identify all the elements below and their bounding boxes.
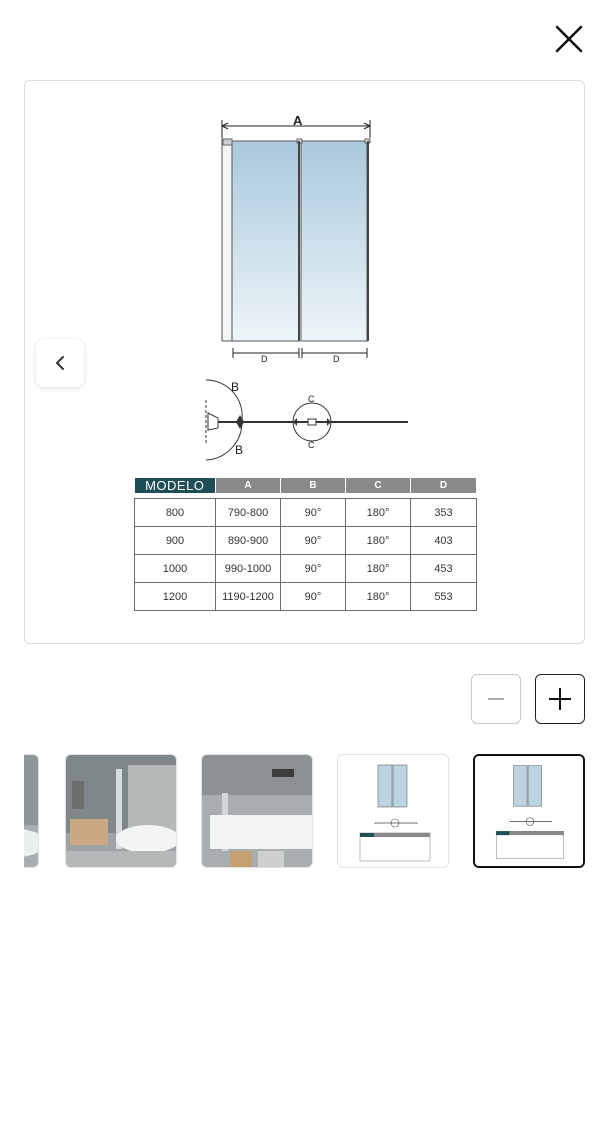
cell-b: 90°: [281, 583, 346, 611]
diagram-image: [475, 756, 583, 866]
dimension-label-c-top: C: [308, 394, 315, 404]
cell-d: 403: [411, 527, 477, 555]
cell-a: 990-1000: [216, 555, 281, 583]
dimension-label-d-right: D: [333, 354, 340, 364]
bathroom-image: [24, 755, 39, 868]
header-d: D: [411, 478, 477, 493]
minus-icon: [485, 688, 507, 710]
diagram-image: [338, 755, 449, 868]
table-row: [135, 583, 477, 611]
close-button[interactable]: [550, 20, 588, 58]
dimension-label-d-left: D: [261, 354, 268, 364]
cell-c: 180°: [346, 527, 411, 555]
table-row: [135, 499, 477, 527]
cell-d: 453: [411, 555, 477, 583]
cell-d: 553: [411, 583, 477, 611]
dimension-label-b-top: B: [231, 380, 240, 394]
table-row: [135, 527, 477, 555]
close-icon: [550, 20, 588, 58]
cell-modelo: 900: [135, 527, 216, 555]
dimension-label-b-bottom: B: [235, 443, 244, 457]
cell-a: 890-900: [216, 527, 281, 555]
zoom-in-button[interactable]: [535, 674, 585, 724]
table-header-row: [135, 478, 477, 493]
table-row: [135, 555, 477, 583]
cell-a: 1190-1200: [216, 583, 281, 611]
chevron-left-icon: [53, 354, 67, 372]
zoom-out-button[interactable]: [471, 674, 521, 724]
shower-screen-diagram: [196, 110, 416, 470]
thumbnail-bathroom-partial[interactable]: [24, 754, 39, 868]
thumbnail-strip: [24, 753, 586, 869]
header-c: C: [346, 478, 411, 493]
thumbnail-diagram[interactable]: [337, 754, 449, 868]
thumbnail-bathtub[interactable]: [201, 754, 313, 868]
cell-c: 180°: [346, 583, 411, 611]
plus-icon: [547, 686, 573, 712]
bathtub-image: [202, 755, 313, 868]
thumbnail-diagram-selected[interactable]: [473, 754, 585, 868]
cell-c: 180°: [346, 555, 411, 583]
cell-b: 90°: [281, 499, 346, 527]
header-b: B: [281, 478, 346, 493]
dimension-label-a: A: [293, 113, 303, 128]
cell-b: 90°: [281, 555, 346, 583]
cell-d: 353: [411, 499, 477, 527]
previous-image-button[interactable]: [36, 339, 84, 387]
thumbnail-bathroom-vanity[interactable]: [65, 754, 177, 868]
dimension-label-c-bottom: C: [308, 440, 315, 450]
cell-c: 180°: [346, 499, 411, 527]
specification-table: [134, 478, 477, 611]
cell-b: 90°: [281, 527, 346, 555]
header-modelo: MODELO: [135, 478, 216, 493]
cell-a: 790-800: [216, 499, 281, 527]
cell-modelo: 1000: [135, 555, 216, 583]
cell-modelo: 800: [135, 499, 216, 527]
header-a: A: [216, 478, 281, 493]
bathroom-vanity-image: [66, 755, 177, 868]
cell-modelo: 1200: [135, 583, 216, 611]
